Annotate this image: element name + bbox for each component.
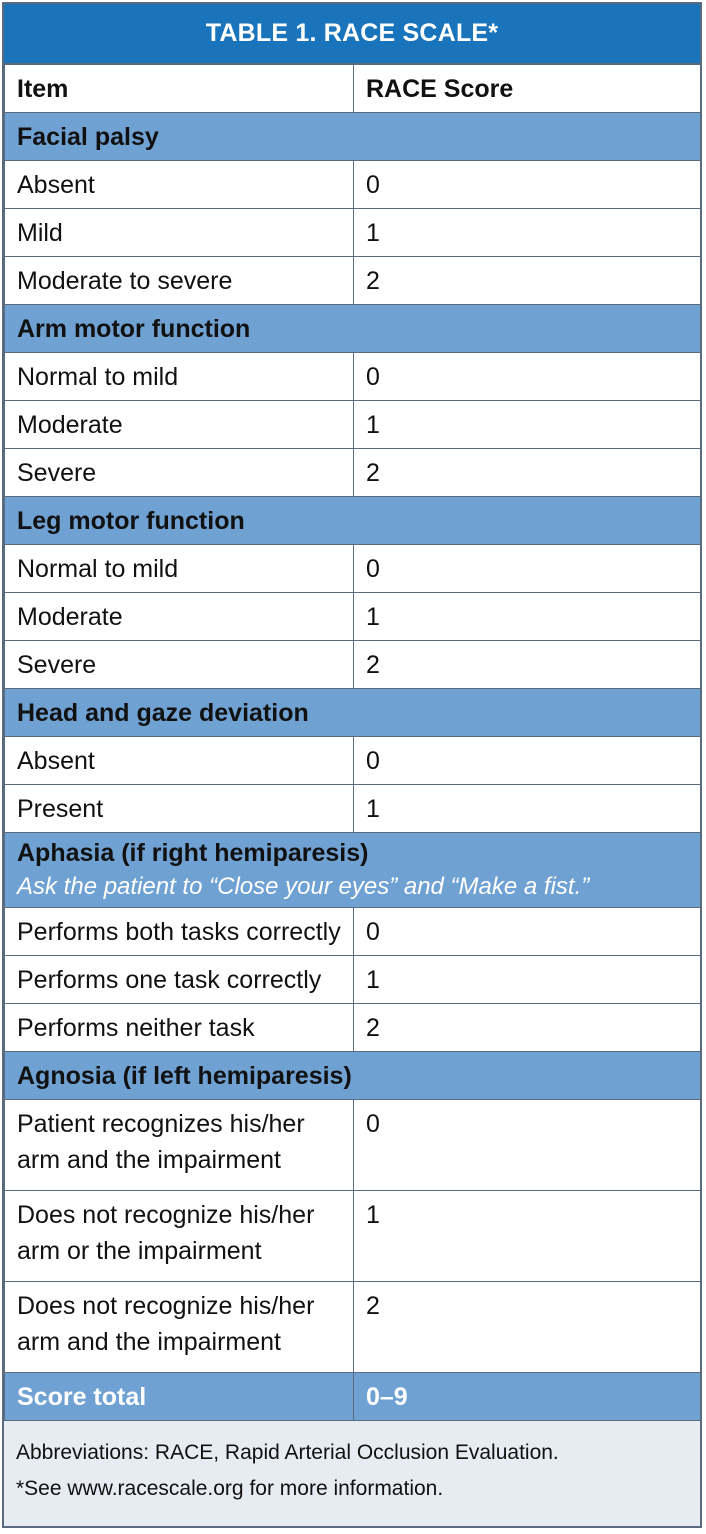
table-row <box>5 956 701 1004</box>
column-header-score: RACE Score <box>354 65 701 113</box>
table-row <box>5 908 701 956</box>
score-cell: 1 <box>354 956 701 1004</box>
table-footnotes <box>4 1421 700 1507</box>
score-cell: 2 <box>354 257 701 305</box>
section-heading: Leg motor function <box>5 497 701 545</box>
table-row <box>5 209 701 257</box>
item-cell: Absent <box>5 161 354 209</box>
item-cell: Severe <box>5 641 354 689</box>
score-cell: 0 <box>354 353 701 401</box>
item-cell: Normal to mild <box>5 353 354 401</box>
item-cell: Moderate <box>5 401 354 449</box>
item-cell: Moderate to severe <box>5 257 354 305</box>
item-cell: Normal to mild <box>5 545 354 593</box>
table-row <box>5 1100 701 1191</box>
table-row <box>5 353 701 401</box>
table-row <box>5 1004 701 1052</box>
score-cell: 0 <box>354 737 701 785</box>
score-cell: 2 <box>354 1004 701 1052</box>
score-cell: 1 <box>354 593 701 641</box>
section-heading: Aphasia (if right hemiparesis) <box>17 839 369 867</box>
table-row <box>5 641 701 689</box>
section-instruction: Ask the patient to “Close your eyes” and “Make a fist.” <box>17 873 590 900</box>
item-cell: Absent <box>5 737 354 785</box>
table-row <box>5 737 701 785</box>
section-heading: Head and gaze deviation <box>5 689 701 737</box>
score-total-value: 0–9 <box>354 1373 701 1421</box>
race-scale-table-frame <box>2 2 702 1528</box>
score-cell: 2 <box>354 641 701 689</box>
table-row <box>5 545 701 593</box>
score-cell: 1 <box>354 209 701 257</box>
section-heading: Arm motor function <box>5 305 701 353</box>
item-cell: Present <box>5 785 354 833</box>
table-row <box>5 161 701 209</box>
abbreviations-note: Abbreviations: RACE, Rapid Arterial Occlusion Evaluation. <box>16 1441 559 1464</box>
section-heading: Agnosia (if left hemiparesis) <box>5 1052 701 1100</box>
item-cell: Performs one task correctly <box>5 956 354 1004</box>
item-cell: Does not recognize his/her arm and the impairment <box>5 1282 354 1373</box>
table-row <box>5 593 701 641</box>
column-header-item: Item <box>5 65 354 113</box>
race-scale-table <box>4 64 701 1421</box>
item-cell: Mild <box>5 209 354 257</box>
table-row <box>5 1282 701 1373</box>
item-cell: Severe <box>5 449 354 497</box>
item-cell: Moderate <box>5 593 354 641</box>
score-cell: 0 <box>354 545 701 593</box>
table-row <box>5 401 701 449</box>
section-heading-row <box>5 497 701 545</box>
table-title: TABLE 1. RACE SCALE* <box>4 4 700 64</box>
item-cell: Does not recognize his/her arm or the impairment <box>5 1191 354 1282</box>
header-row <box>5 65 701 113</box>
score-cell: 0 <box>354 908 701 956</box>
score-total-label: Score total <box>5 1373 354 1421</box>
score-cell: 2 <box>354 1282 701 1373</box>
section-heading: Facial palsy <box>5 113 701 161</box>
section-heading-with-instruction <box>5 833 701 908</box>
item-cell: Performs both tasks correctly <box>5 908 354 956</box>
section-heading-row <box>5 305 701 353</box>
score-cell: 0 <box>354 1100 701 1191</box>
score-cell: 1 <box>354 785 701 833</box>
score-cell: 0 <box>354 161 701 209</box>
table-row <box>5 449 701 497</box>
item-cell: Patient recognizes his/her arm and the impairment <box>5 1100 354 1191</box>
score-cell: 2 <box>354 449 701 497</box>
score-cell: 1 <box>354 401 701 449</box>
section-heading-row <box>5 689 701 737</box>
section-heading-row <box>5 113 701 161</box>
section-heading-row <box>5 1052 701 1100</box>
table-row <box>5 785 701 833</box>
more-info-note: *See www.racescale.org for more information. <box>16 1477 444 1500</box>
item-cell: Performs neither task <box>5 1004 354 1052</box>
section-heading-row <box>5 833 701 908</box>
score-total-row <box>5 1373 701 1421</box>
table-row <box>5 1191 701 1282</box>
table-row <box>5 257 701 305</box>
score-cell: 1 <box>354 1191 701 1282</box>
